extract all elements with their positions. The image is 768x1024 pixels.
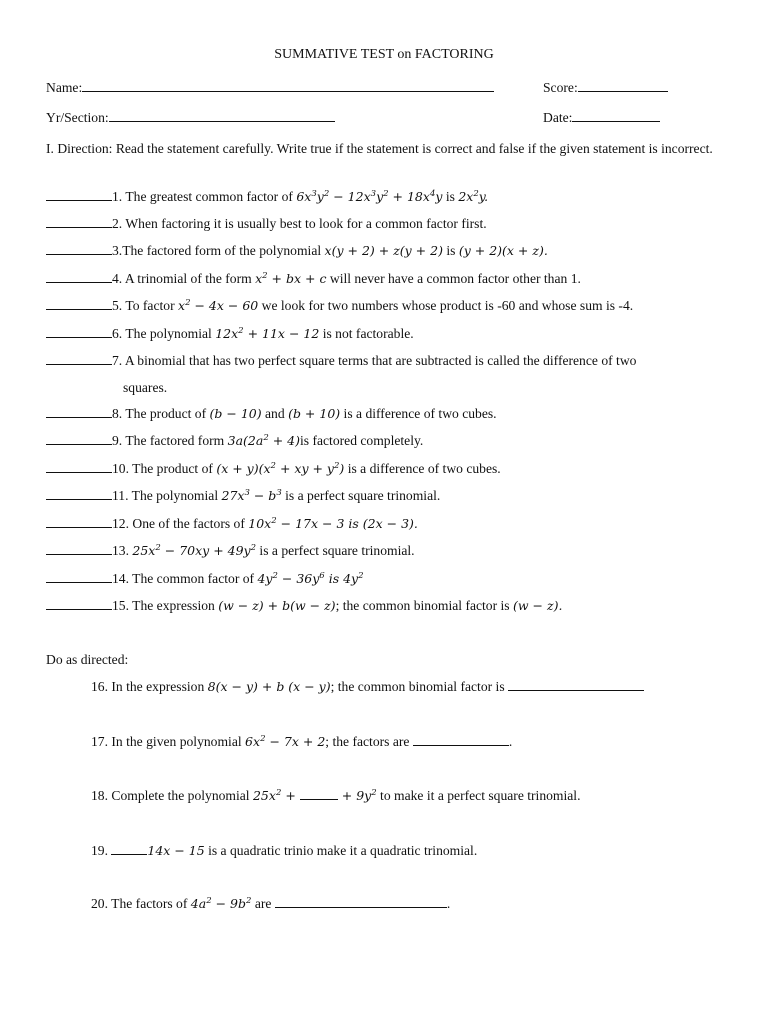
section-label: Yr/Section: [46, 110, 109, 125]
answer-blank[interactable] [413, 734, 509, 746]
math-expression: $(x + y)(x^2$ + xy + $y^2$) [216, 460, 345, 476]
math-expression: (b − 10) [209, 406, 262, 421]
math-expression: $25x^2 - 70xy + 49y^2$ [132, 542, 257, 558]
answer-blank[interactable] [46, 189, 112, 201]
math-expression: $12x^2 + 11x - 12$ [215, 325, 320, 341]
page-title: SUMMATIVE TEST on FACTORING [274, 47, 494, 62]
math-expression: + $9y^2$ [337, 787, 377, 803]
item-14: 14. The common factor of $4y^2 - 36y^6$ is $4y^2$ [46, 571, 364, 587]
answer-blank[interactable] [46, 598, 112, 610]
answer-blank[interactable] [46, 353, 112, 365]
item-1: 1. The greatest common factor of $6x^3y^2 - 12x^3y^2 + 18x^4y$ is $2x^2y$. [46, 189, 488, 205]
math-expression: $x^2$ + bx + c [255, 270, 327, 286]
answer-blank[interactable] [46, 461, 112, 473]
item-5: 5. To factor $x^2 - 4x - 60$ we look for two numbers whose product is -60 and whose sum is -4. [46, 298, 633, 314]
score-field [543, 80, 668, 96]
question-20: 20. The factors of $4a^2 - 9b^2$ are . [91, 895, 451, 911]
math-expression: (y + 2)(x + z). [458, 243, 548, 258]
item-6: 6. The polynomial $12x^2 + 11x - 12$ is not factorable. [46, 326, 414, 342]
score-label: Score: [543, 80, 578, 95]
name-label: Name: [46, 80, 83, 95]
direction-text: I. Direction: Read the statement carefully. Write true if the statement is correct and false if the given statement is incorrect. [46, 141, 713, 156]
question-17: 17. In the given polynomial $6x^2 - 7x + 2$; the factors are . [91, 733, 513, 749]
math-expression: $x^2 - 4x - 60$ [178, 297, 259, 313]
item-4: 4. A trinomial of the form $x^2$ + bx + c will never have a common factor other than 1. [46, 271, 581, 287]
item-2: 2. When factoring it is usually best to look for a common factor first. [46, 216, 487, 232]
math-expression: $2x^2y$. [458, 188, 489, 204]
date-label: Date: [543, 110, 573, 125]
math-expression: (b + 10) [288, 406, 341, 421]
score-blank[interactable] [578, 80, 668, 92]
answer-blank[interactable] [275, 896, 447, 908]
name-field [46, 80, 494, 96]
answer-blank[interactable] [46, 406, 112, 418]
item-3: 3.The factored form of the polynomial x(y + 2) + z(y + 2) is (y + 2)(x + z). [46, 243, 548, 259]
math-expression: (w − z) + b(w − z) [218, 598, 336, 613]
math-expression: (w − z). [513, 598, 563, 613]
answer-blank[interactable] [46, 516, 112, 528]
item-7: 7. A binomial that has two perfect square terms that are subtracted is called the difference of two [46, 353, 636, 369]
math-expression: $6x^2 - 7x + 2$ [245, 733, 326, 749]
item-10: 10. The product of $(x + y)(x^2$ + xy + $y^2$) is a difference of two cubes. [46, 461, 501, 477]
question-19: 19. 14x − 15 is a quadratic trinio make it a quadratic trinomial. [91, 843, 478, 858]
item-7-continued: squares. [123, 380, 168, 395]
math-expression: $10x^2 - 17x - 3$ is (2x − 3). [248, 515, 418, 531]
answer-blank[interactable] [508, 679, 644, 691]
item-9: 9. The factored form $3a(2a^2 + 4)is$ factored completely. [46, 433, 423, 449]
answer-blank[interactable] [46, 488, 112, 500]
date-blank[interactable] [572, 110, 660, 122]
answer-blank[interactable] [46, 326, 112, 338]
section-blank[interactable] [109, 110, 335, 122]
answer-blank[interactable] [46, 243, 112, 255]
math-expression: x(y + 2) + z(y + 2) [324, 243, 443, 258]
answer-blank[interactable] [46, 571, 112, 583]
part2-heading: Do as directed: [46, 652, 129, 667]
name-blank[interactable] [82, 80, 494, 92]
answer-blank[interactable] [46, 543, 112, 555]
math-expression: $4a^2 - 9b^2$ [190, 895, 252, 911]
math-expression: $27x^3 - b^3$ [221, 487, 282, 503]
math-expression: $3a(2a^2 + 4)$ [227, 432, 300, 448]
item-12: 12. One of the factors of $10x^2 - 17x - 3$ is (2x − 3). [46, 516, 418, 532]
answer-blank[interactable] [300, 788, 338, 800]
answer-blank[interactable] [46, 216, 112, 228]
math-expression: 8(x − y) + b (x − y) [207, 679, 331, 694]
math-expression: 14x − 15 [147, 843, 205, 858]
answer-blank[interactable] [46, 298, 112, 310]
math-expression: $25x^2$ + [252, 787, 300, 803]
question-18: 18. Complete the polynomial $25x^2$ + + $9y^2$ to make it a perfect square trinomial. [91, 787, 581, 803]
item-11: 11. The polynomial $27x^3 - b^3$ is a perfect square trinomial. [46, 488, 440, 504]
item-13: 13. $25x^2 - 70xy + 49y^2$ is a perfect square trinomial. [46, 543, 415, 559]
section-field [46, 110, 335, 126]
answer-blank[interactable] [111, 843, 147, 855]
date-field [543, 110, 660, 126]
answer-blank[interactable] [46, 433, 112, 445]
math-expression: $4y^2 - 36y^6$ is $4y^2$ [257, 570, 364, 586]
item-15: 15. The expression (w − z) + b(w − z); the common binomial factor is (w − z). [46, 598, 562, 614]
item-8: 8. The product of (b − 10) and (b + 10) is a difference of two cubes. [46, 406, 497, 422]
question-16: 16. In the expression 8(x − y) + b (x − y); the common binomial factor is [91, 679, 644, 695]
answer-blank[interactable] [46, 271, 112, 283]
math-expression: $6x^3y^2 - 12x^3y^2 + 18x^4y$ [296, 188, 443, 204]
